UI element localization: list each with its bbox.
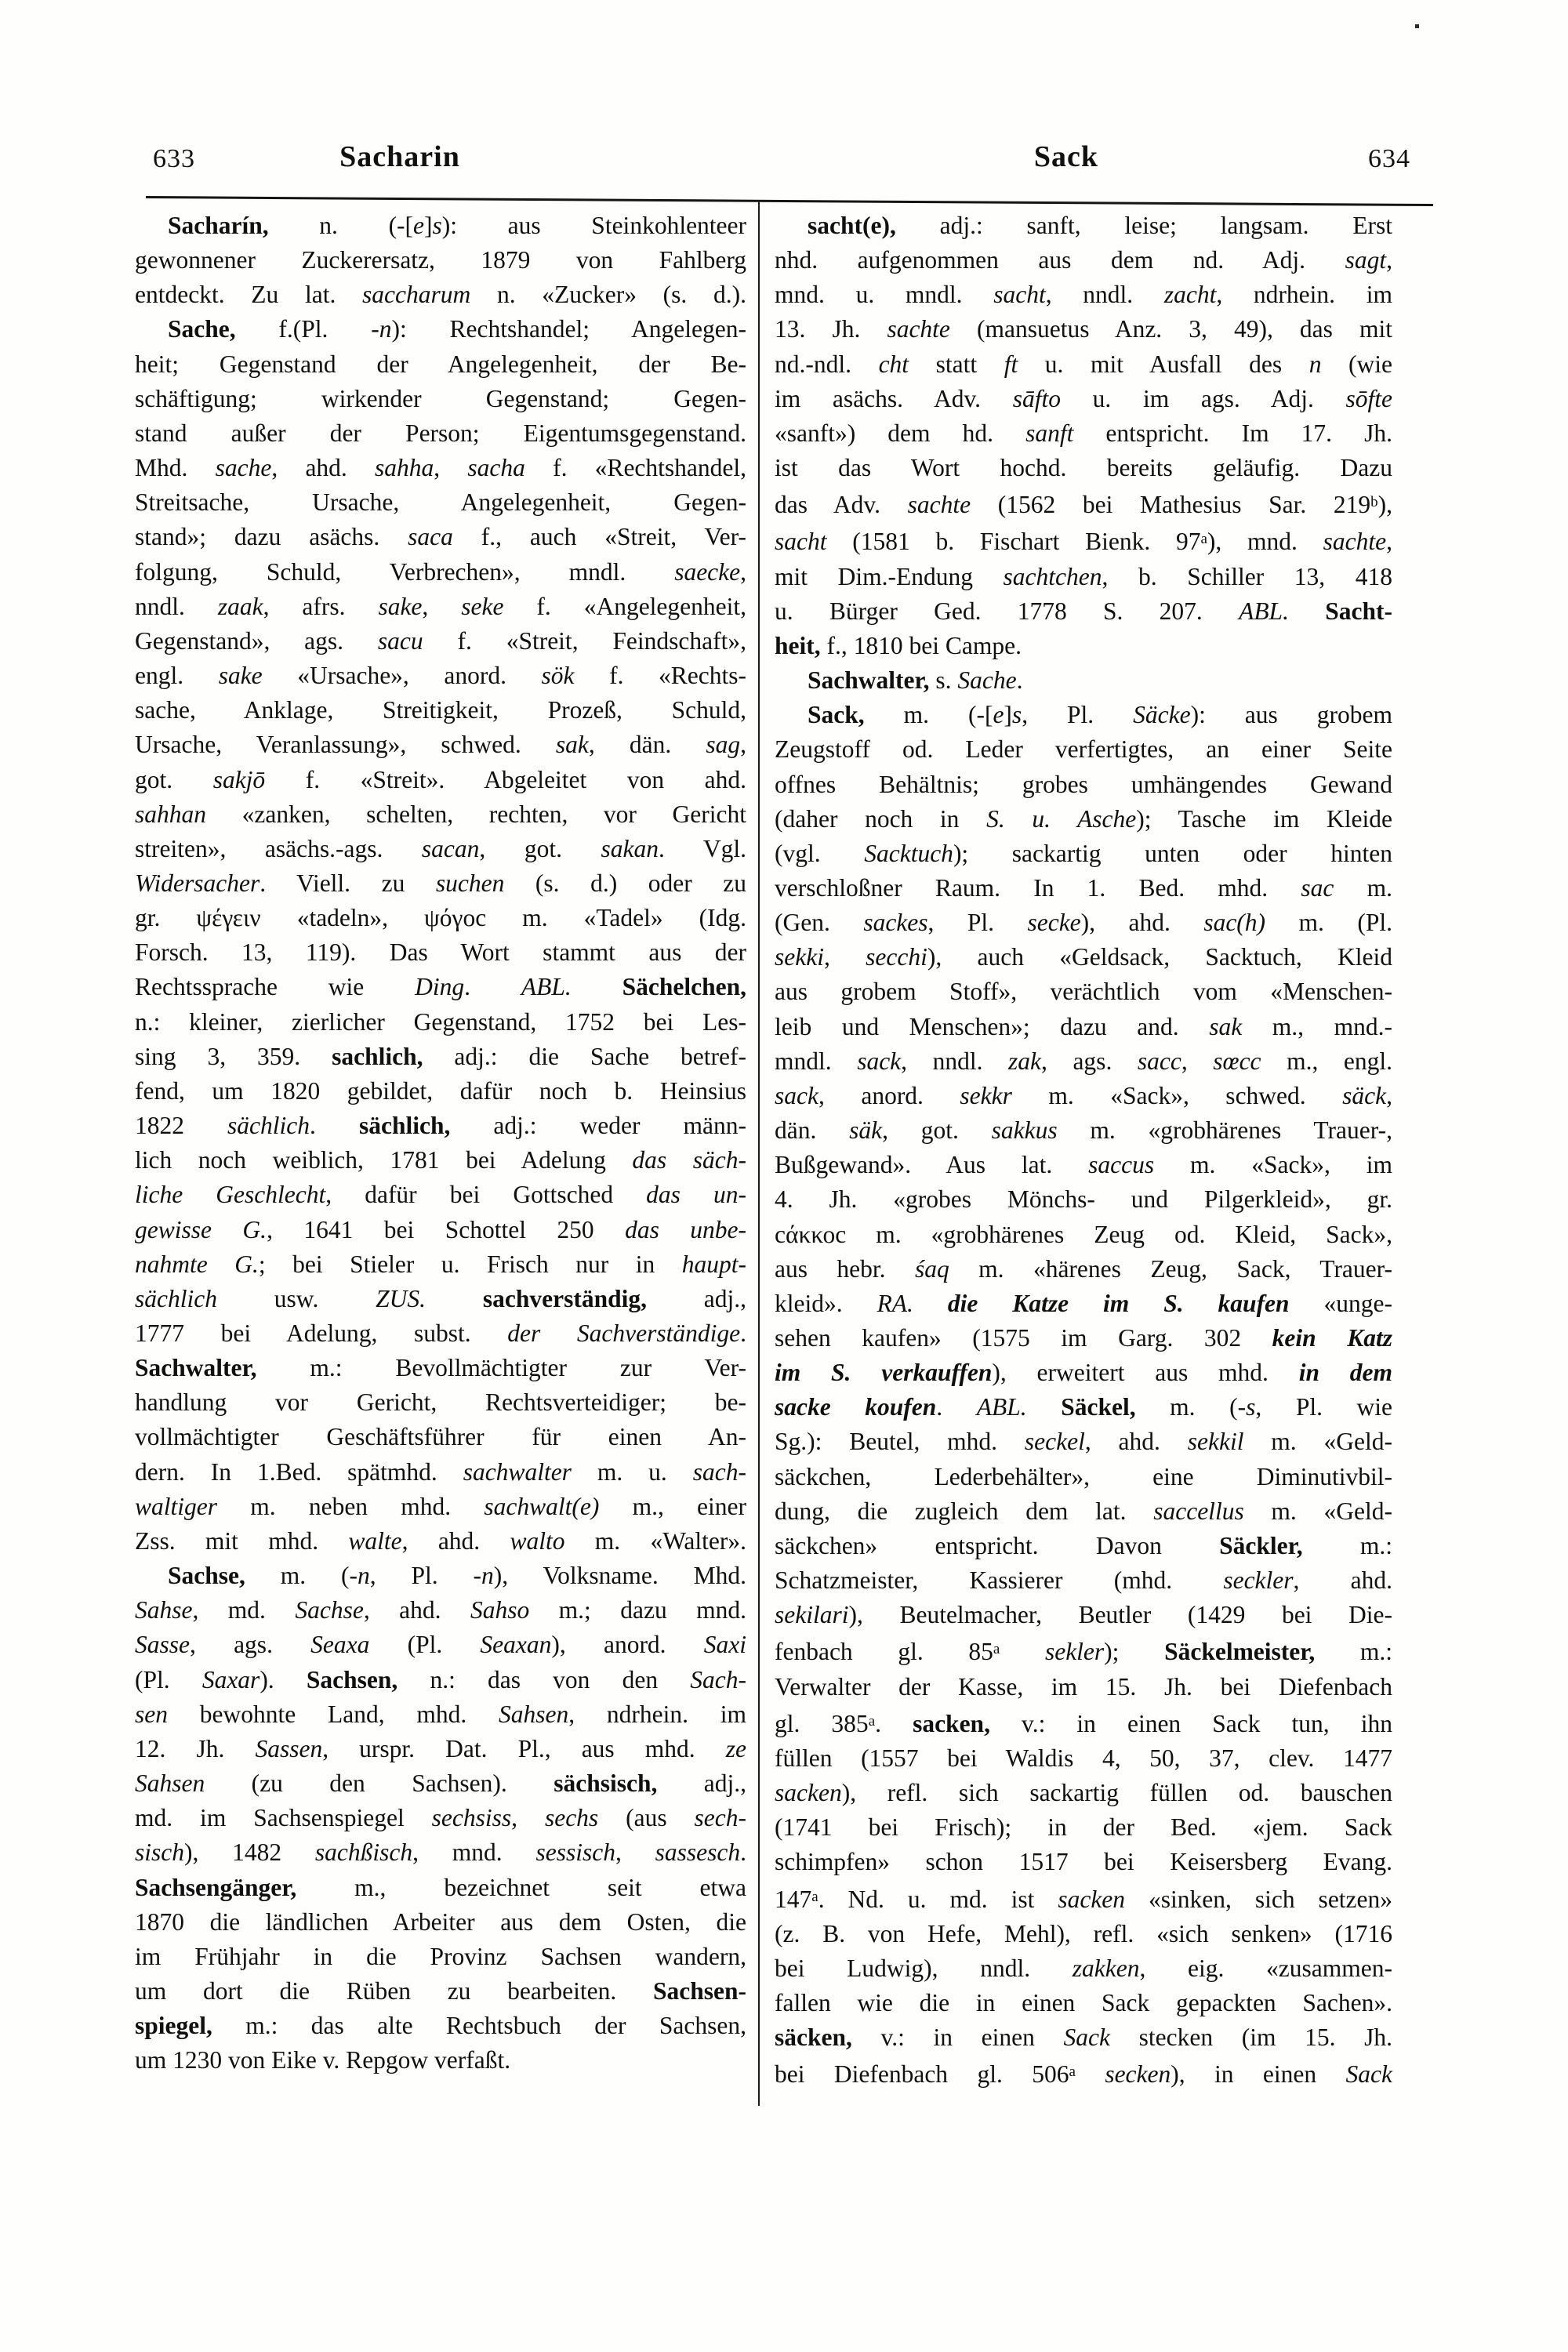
text-line: säcken, v.: in einen Sack stecken (im 15. Jh. (775, 2024, 1392, 2052)
text-line: heit; Gegenstand der Angelegenheit, der Be- (135, 350, 746, 378)
text-line: Sahse, md. Sachse, ahd. Sahso m.; dazu mnd. (135, 1596, 747, 1624)
text-line: stand außer der Person; Eigentumsgegenstand. (135, 419, 746, 447)
text-line: aus grobem Stoff», verächtlich vom «Menschen- (775, 978, 1392, 1006)
text-line: (daher noch in S. u. Asche); Tasche im Kleide (775, 804, 1392, 833)
text-line: bei Diefenbach gl. 506$^a$ secken), in einen Sack (775, 2060, 1392, 2089)
text-line: engl. sake «Ursache», anord. sök f. «Rechts- (135, 662, 746, 690)
page-number-left: 633 (153, 144, 195, 173)
text-line: 147$^a$. Nd. u. md. ist sacken «sinken, sich setzen» (775, 1885, 1393, 1913)
text-line: 1822 sächlich. sächlich, adj.: weder männ- (135, 1112, 746, 1140)
text-line: got. sakjō f. «Streit». Abgeleitet von ahd. (135, 765, 746, 793)
text-line: liche Geschlecht, dafür bei Gottsched das un- (135, 1181, 746, 1209)
column-divider (758, 201, 760, 2106)
text-line: Mhd. sache, ahd. sahha, sacha f. «Rechtshandel, (135, 454, 746, 482)
running-head-right: Sack (1033, 140, 1099, 173)
text-line: mit Dim.-Endung sachtchen, b. Schiller 13, 418 (775, 562, 1392, 590)
text-line: spiegel, m.: das alte Rechtsbuch der Sachsen, (135, 2012, 746, 2040)
text-line: um 1230 von Eike v. Repgow verfaßt. (135, 2046, 511, 2074)
text-line: sächlich usw. ZUS. sachverständig, adj., (135, 1284, 747, 1312)
text-line: sack, anord. sekkr m. «Sack», schwed. säck, (775, 1081, 1392, 1109)
text-line: gewisse G., 1641 bei Schottel 250 das unbe- (135, 1215, 746, 1243)
text-line: Verwalter der Kasse, im 15. Jh. bei Diefenbach (775, 1672, 1392, 1700)
text-line: sacke koufen. ABL. Säckel, m. (-s, Pl. wie (775, 1393, 1393, 1421)
text-line: sekilari), Beutelmacher, Beutler (1429 bei Die- (775, 1601, 1392, 1629)
text-line: Gegenstand», ags. sacu f. «Streit, Feindschaft», (135, 626, 746, 655)
text-line: im asächs. Adv. sāfto u. im ags. Adj. sōfte (775, 384, 1392, 412)
text-line: Widersacher. Viell. zu suchen (s. d.) oder zu (135, 869, 746, 897)
text-line: mnd. u. mndl. sacht, nndl. zacht, ndrhein. im (775, 281, 1392, 309)
text-line: (Gen. sackes, Pl. secke), ahd. sac(h) m. (Pl. (775, 909, 1392, 937)
text-line: lich noch weiblich, 1781 bei Adelung das säch- (135, 1146, 746, 1174)
text-line: (vgl. Sacktuch); sackartig unten oder hinten (775, 839, 1392, 867)
text-line: nndl. zaak, afrs. sake, seke f. «Angelegenheit, (135, 592, 747, 620)
text-line: leib und Menschen»; dazu and. sak m., mnd.- (775, 1012, 1392, 1040)
text-line: nhd. aufgenommen aus dem nd. Adj. sagt, (775, 246, 1392, 274)
text-line: (z. B. von Hefe, Mehl), refl. «sich senken» (1716 (775, 1919, 1392, 1947)
text-line: gewonnener Zuckerersatz, 1879 von Fahlberg (135, 246, 746, 274)
text-line: waltiger m. neben mhd. sachwalt(e) m., einer (135, 1492, 746, 1520)
text-line: Rechtssprache wie Ding. ABL. Sächelchen, (135, 973, 746, 1001)
text-line: dän. säk, got. sakkus m. «grobhärenes Trauer-, (775, 1116, 1392, 1145)
running-head-left: Sacharin (339, 140, 460, 173)
text-line: Sache, f.(Pl. -n): Rechtshandel; Angelegen- (168, 315, 746, 343)
text-line: handlung vor Gericht, Rechtsverteidiger; be- (135, 1388, 746, 1417)
text-line: 4. Jh. «grobes Mönchs- und Pilgerkleid», gr. (775, 1185, 1392, 1214)
text-line: schimpfen» schon 1517 bei Keisersberg Evang. (775, 1848, 1392, 1876)
text-line: säckchen, Lederbehälter», eine Diminutivbil- (775, 1462, 1392, 1490)
text-line: sache, Anklage, Streitigkeit, Prozeß, Schuld, (135, 696, 746, 724)
text-line: im Frühjahr in die Provinz Sachsen wandern, (135, 1942, 746, 1970)
text-line: Sachse, m. (-n, Pl. -n), Volksname. Mhd. (168, 1562, 747, 1590)
text-line: schäftigung; wirkender Gegenstand; Gegen- (135, 384, 746, 412)
text-line: 1777 bei Adelung, subst. der Sachverständige. (135, 1319, 746, 1347)
text-line: Sahsen (zu den Sachsen). sächsisch, adj., (135, 1769, 747, 1798)
text-line: säckchen» entspricht. Davon Säckler, m.: (775, 1531, 1392, 1559)
text-line: das Adv. sachte (1562 bei Mathesius Sar. 219$^b$), (775, 491, 1392, 519)
text-line: Sachwalter, s. Sache. (808, 666, 1023, 695)
text-line: gl. 385$^a$. sacken, v.: in einen Sack tun, ihn (775, 1709, 1392, 1737)
text-line: Sachwalter, m.: Bevollmächtigter zur Ver- (135, 1354, 746, 1382)
text-line: kleid». RA. die Katze im S. kaufen «unge- (775, 1289, 1392, 1317)
text-line: dern. In 1.Bed. spätmhd. sachwalter m. u. sach- (135, 1457, 746, 1486)
text-line: offnes Behältnis; grobes umhängendes Gewand (775, 770, 1392, 798)
text-line: Streitsache, Ursache, Angelegenheit, Gegen- (135, 488, 746, 517)
page-number-right: 634 (1368, 144, 1410, 173)
text-line: fenbach gl. 85$^a$ sekler); Säckelmeister, m.: (775, 1638, 1393, 1666)
text-line: sacht(e), adj.: sanft, leise; langsam. Erst (808, 212, 1392, 239)
text-line: sacht (1581 b. Fischart Bienk. 97$^a$), mnd. sachte, (775, 528, 1393, 556)
text-line: ist das Wort hochd. bereits geläufig. Dazu (775, 454, 1392, 482)
text-line: Zss. mit mhd. walte, ahd. walto m. «Walter». (135, 1526, 747, 1555)
text-line: md. im Sachsenspiegel sechsiss, sechs (aus sech- (135, 1804, 747, 1832)
text-line: sen bewohnte Land, mhd. Sahsen, ndrhein. im (135, 1700, 747, 1728)
text-line: füllen (1557 bei Waldis 4, 50, 37, clev. 1477 (775, 1744, 1392, 1772)
text-line: (1741 bei Frisch); in der Bed. «jem. Sack (775, 1813, 1392, 1842)
text-line: nahmte G.; bei Stieler u. Frisch nur in haupt- (135, 1250, 747, 1278)
text-line: um dort die Rüben zu bearbeiten. Sachsen- (135, 1976, 746, 2005)
text-line: sehen kaufen» (1575 im Garg. 302 kein Katz (775, 1324, 1392, 1352)
text-line: fallen wie die in einen Sack gepackten Sachen». (775, 1988, 1392, 2016)
text-line: Bußgewand». Aus lat. saccus m. «Sack», im (775, 1151, 1392, 1179)
text-line: Forsch. 13, 119). Das Wort stammt aus der (135, 938, 746, 967)
text-line: 1870 die ländlichen Arbeiter aus dem Osten, die (135, 1907, 746, 1936)
column-left (135, 209, 746, 2078)
text-line: sekki, secchi), auch «Geldsack, Sacktuch, Kleid (775, 943, 1392, 971)
text-line: fend, um 1820 gebildet, dafür noch b. Heinsius (135, 1076, 746, 1105)
text-line: cάκκοc m. «grobhärenes Zeug od. Kleid, Sack», (775, 1220, 1392, 1248)
text-line: «sanft») dem hd. sanft entspricht. Im 17. Jh. (775, 419, 1392, 447)
text-line: heit, f., 1810 bei Campe. (775, 631, 1022, 659)
text-line: vollmächtigter Geschäftsführer für einen An- (135, 1423, 746, 1451)
scan-speck (1415, 24, 1419, 28)
text-line: gr. ψέγειν «tadeln», ψόγοc m. «Tadel» (Idg. (135, 904, 746, 932)
text-line: u. Bürger Ged. 1778 S. 207. ABL. Sacht- (775, 597, 1392, 625)
text-line: Sg.): Beutel, mhd. seckel, ahd. sekkil m. «Geld- (775, 1428, 1392, 1456)
text-line: Sacharín, n. (-[e]s): aus Steinkohlenteer (168, 212, 746, 239)
text-line: aus hebr. śaq m. «härenes Zeug, Sack, Trauer- (775, 1254, 1392, 1283)
text-line: verschloßner Raum. In 1. Bed. mhd. sac m. (775, 873, 1392, 902)
text-line: 12. Jh. Sassen, urspr. Dat. Pl., aus mhd. ze (135, 1734, 746, 1762)
text-line: dung, die zugleich dem lat. saccellus m. «Geld- (775, 1497, 1392, 1525)
text-line: folgung, Schuld, Verbrechen», mndl. saecke, (135, 557, 746, 586)
text-line: Sasse, ags. Seaxa (Pl. Seaxan), anord. Saxi (135, 1631, 746, 1659)
text-line: sing 3, 359. sachlich, adj.: die Sache betref- (135, 1042, 746, 1070)
text-line: sacken), refl. sich sackartig füllen od. bauschen (775, 1779, 1392, 1807)
text-line: bei Ludwig), nndl. zakken, eig. «zusammen- (775, 1954, 1393, 1982)
text-line: Sack, m. (-[e]s, Pl. Säcke): aus grobem (808, 701, 1392, 729)
text-line: Zeugstoff od. Leder verfertigtes, an einer Seite (775, 735, 1392, 764)
text-line: Ursache, Veranlassung», schwed. sak, dän. sag, (135, 731, 746, 759)
column-right (775, 209, 1392, 2092)
text-line: Sachsengänger, m., bezeichnet seit etwa (135, 1873, 746, 1901)
header-rule (146, 196, 1433, 206)
text-line: sahhan «zanken, schelten, rechten, vor Gericht (135, 800, 746, 828)
text-line: entdeckt. Zu lat. saccharum n. «Zucker» (s. d.). (135, 281, 746, 309)
text-line: streiten», asächs.-ags. sacan, got. sakan. Vgl. (135, 834, 746, 862)
text-line: (Pl. Saxar). Sachsen, n.: das von den Sach- (135, 1665, 746, 1693)
text-line: nd.-ndl. cht statt ft u. mit Ausfall des n (wie (775, 350, 1392, 378)
text-line: n.: kleiner, zierlicher Gegenstand, 1752 bei Les- (135, 1007, 746, 1036)
text-line: im S. verkauffen), erweitert aus mhd. in dem (775, 1359, 1392, 1387)
text-line: Schatzmeister, Kassierer (mhd. seckler, ahd. (775, 1566, 1393, 1595)
text-line: stand»; dazu asächs. saca f., auch «Streit, Ver- (135, 523, 747, 551)
text-line: 13. Jh. sachte (mansuetus Anz. 3, 49), das mit (775, 315, 1392, 343)
text-line: mndl. sack, nndl. zak, ags. sacc, sœcc m., engl. (775, 1047, 1392, 1075)
text-line: sisch), 1482 sachßisch, mnd. sessisch, sassesch. (135, 1838, 746, 1867)
